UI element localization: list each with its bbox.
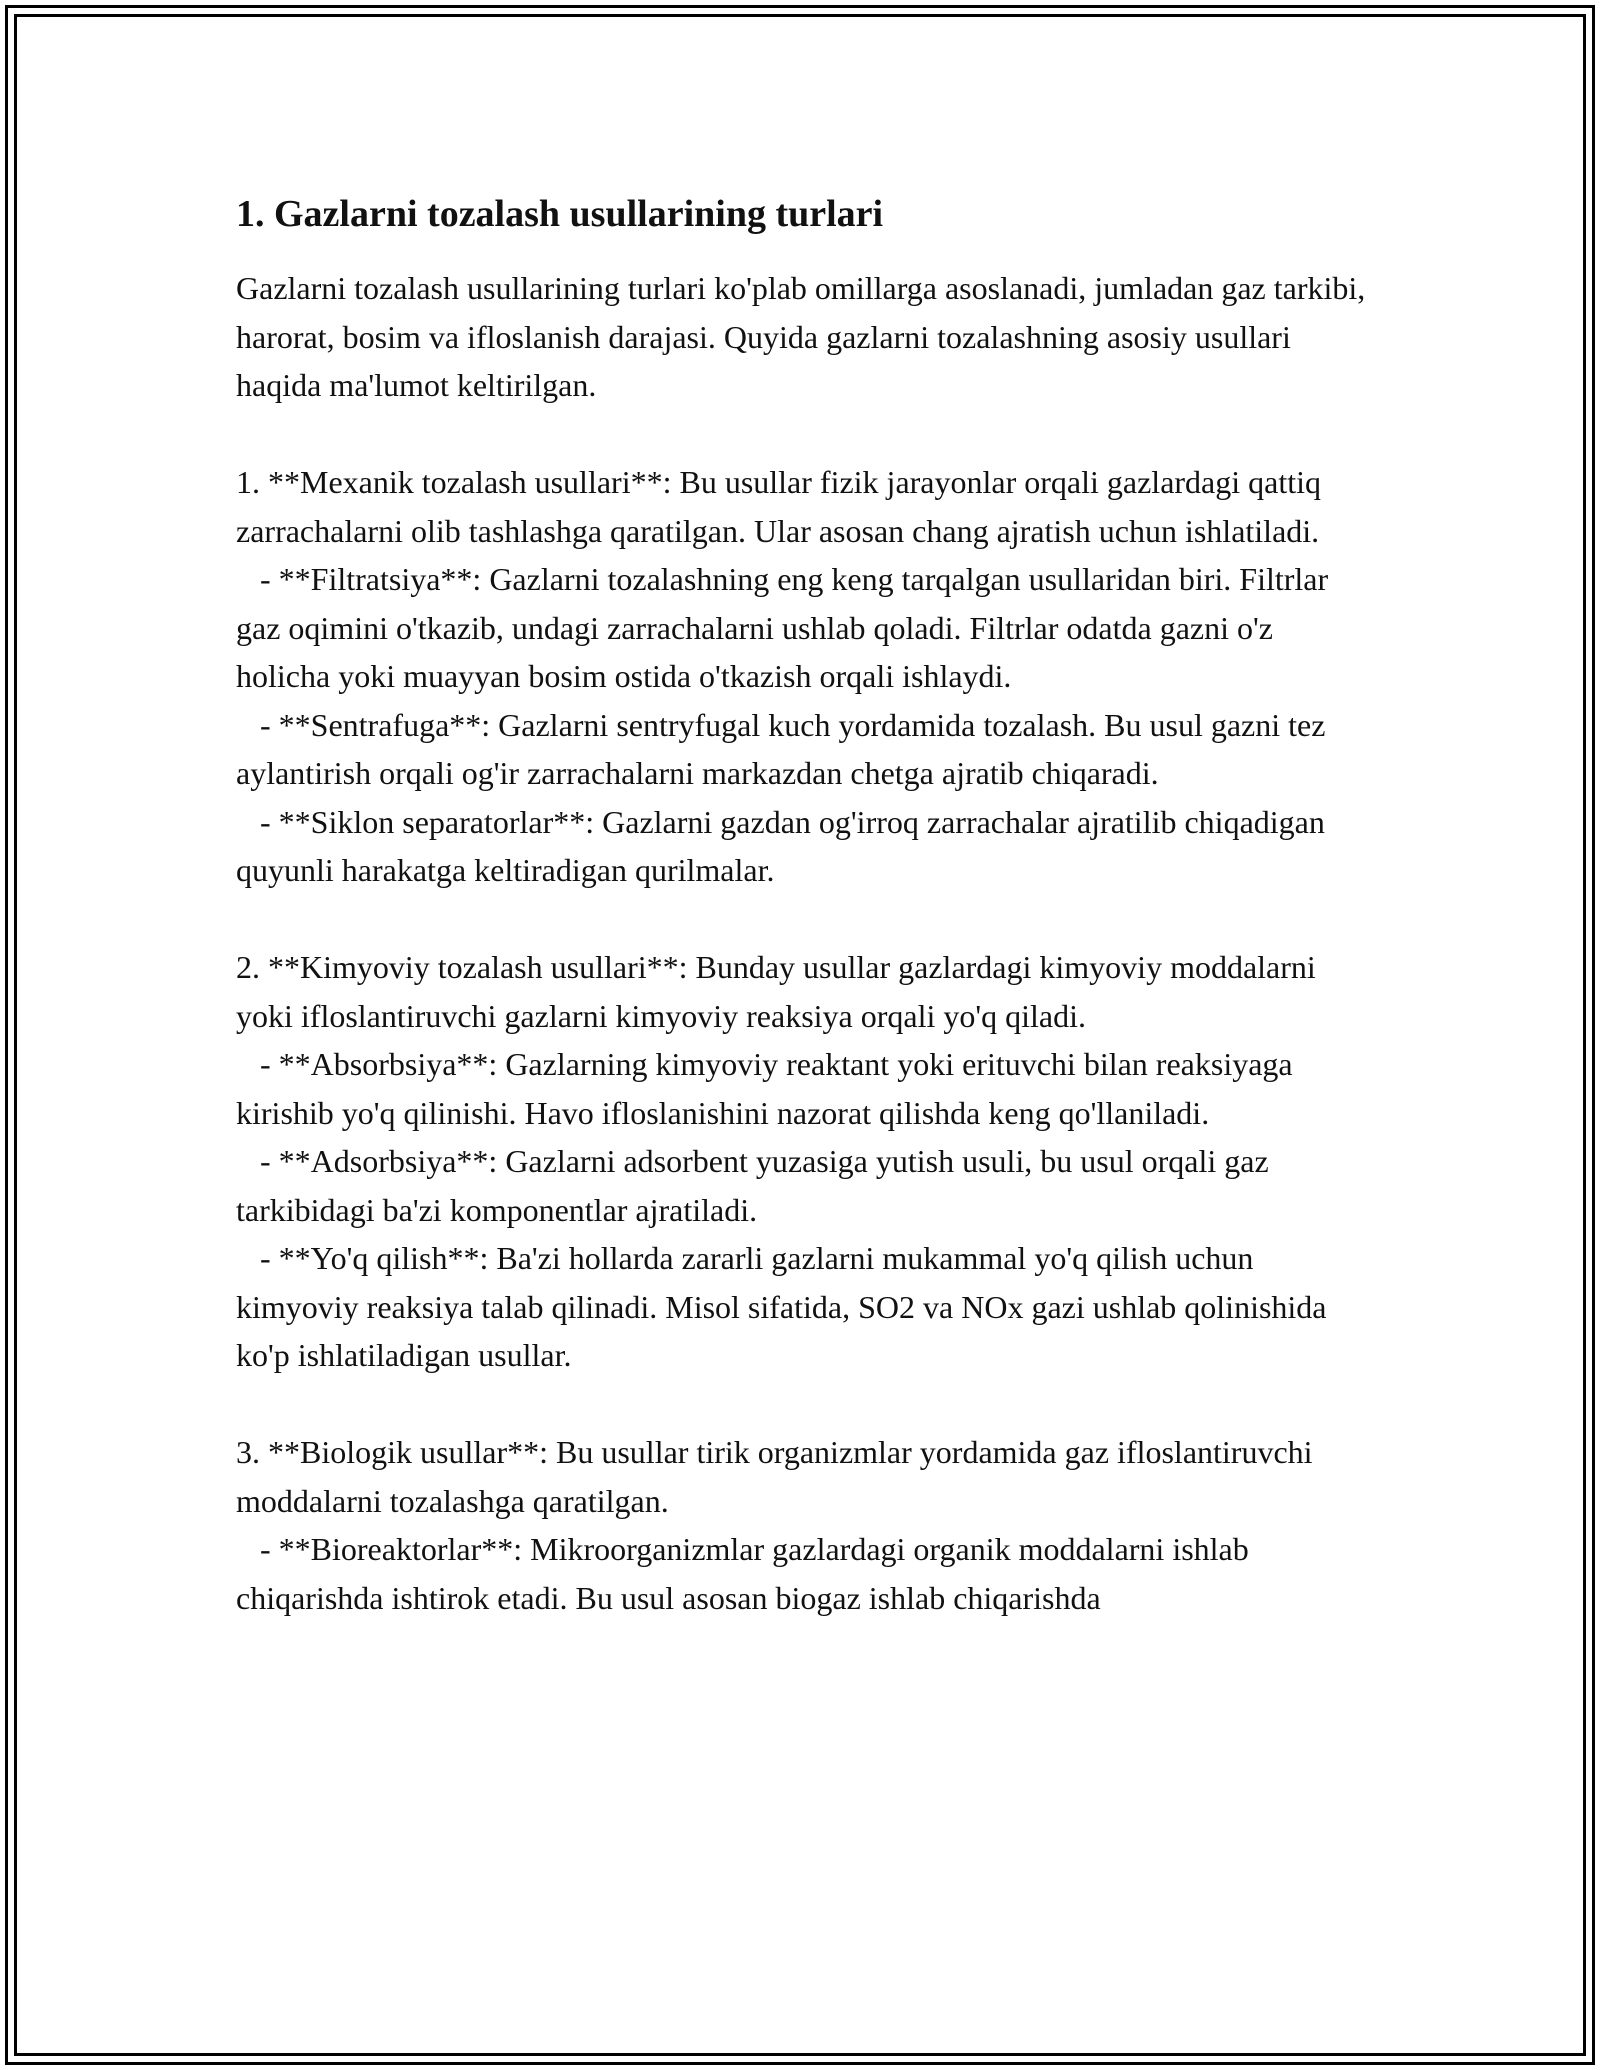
chemical-methods-item: 2. **Kimyoviy tozalash usullari**: Bunday usullar gazlardagi kimyoviy moddalarni yoki ifloslantiruvchi gazlarni kimyoviy reaksiya orqali yo'q qiladi. <box>236 949 1324 1034</box>
intro-paragraph: Gazlarni tozalash usullarining turlari ko'plab omillarga asoslanadi, jumladan gaz tarkibi, harorat, bosim va ifloslanish darajasi. Quyida gazlarni tozalashning asosiy usullari haqida ma'lumot keltirilgan. <box>236 270 1374 403</box>
adsorption-subitem: - **Adsorbsiya**: Gazlarni adsorbent yuzasiga yutish usuli, bu usul orqali gaz tarkibidagi ba'zi komponentlar ajratiladi. <box>236 1143 1277 1228</box>
destruction-subitem: - **Yo'q qilish**: Ba'zi hollarda zararli gazlarni mukammal yo'q qilish uchun kimyoviy reaksiya talab qilinadi. Misol sifatida, SO2 va NOx gazi ushlab qolinishida ko'p ishlatiladigan usullar. <box>236 1240 1335 1373</box>
blank-line <box>236 1380 1366 1429</box>
bioreactors-subitem: - **Bioreaktorlar**: Mikroorganizmlar gazlardagi organik moddalarni ishlab chiqarishda ishtirok etadi. Bu usul asosan biogaz ishlab chiqarishda <box>236 1531 1257 1616</box>
biological-methods-item: 3. **Biologik usullar**: Bu usullar tirik organizmlar yordamida gaz ifloslantiruvchi moddalarni tozalashga qaratilgan. <box>236 1434 1321 1519</box>
filtration-subitem: - **Filtratsiya**: Gazlarni tozalashning eng keng tarqalgan usullaridan biri. Filtrlar gaz oqimini o'tkazib, undagi zarrachalarni ushlab qoladi. Filtrlar odatda gazni o'z holicha yoki muayyan bosim ostida o'tkazish orqali ishlaydi. <box>236 561 1337 694</box>
blank-line <box>236 410 1366 459</box>
cyclone-separators-subitem: - **Siklon separatorlar**: Gazlarni gazdan og'irroq zarrachalar ajratilib chiqadigan quyunli harakatga keltiradigan qurilmalar. <box>236 803 1333 888</box>
centrifuge-subitem: - **Sentrafuga**: Gazlarni sentryfugal kuch yordamida tozalash. Bu usul gazni tez aylantirish orqali og'ir zarrachalarni markazdan chetga ajratib chiqaradi. <box>236 706 1334 791</box>
document-body <box>236 190 1374 1622</box>
mechanical-methods-item: 1. **Mexanik tozalash usullari**: Bu usullar fizik jarayonlar orqali gazlardagi qattiq zarrachalarni olib tashlashga qaratilgan. Ular asosan chang ajratish uchun ishlatiladi. <box>236 464 1330 549</box>
blank-line <box>236 895 1366 944</box>
page-title: 1. Gazlarni tozalash usullarining turlari <box>236 193 884 235</box>
absorption-subitem: - **Absorbsiya**: Gazlarning kimyoviy reaktant yoki erituvchi bilan reaksiyaga kirishib yo'q qilinishi. Havo ifloslanishini nazorat qilishda keng qo'llaniladi. <box>236 1046 1301 1131</box>
